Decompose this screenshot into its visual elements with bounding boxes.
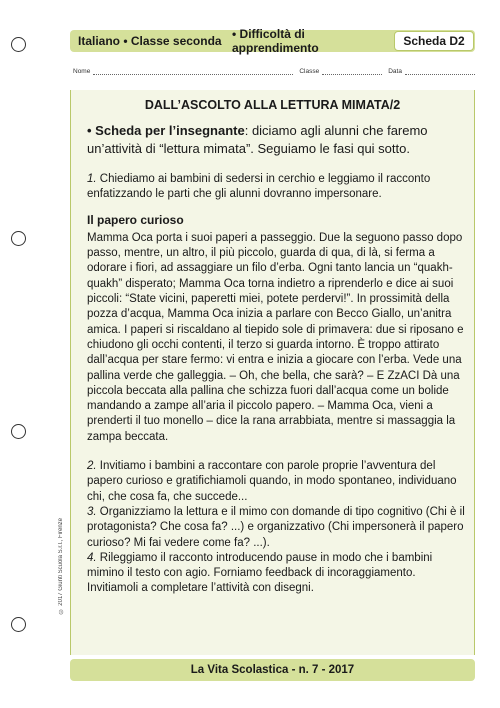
- step-1-text: Chiediamo ai bambini di sedersi in cerchio e leggiamo il racconto enfatizzando le parti che gli alunni dovranno impersonare.: [87, 173, 431, 201]
- name-label: Nome: [73, 68, 91, 75]
- step-4-text: Rileggiamo il racconto introducendo pause in modo che i bambini mimino il testo con agio. Forniamo feedback di incoraggiamento. Invitiamoli a completare l’attività con disegni.: [87, 551, 433, 595]
- step-2-text: Invitiamo i bambini a raccontare con parole proprie l’avventura del papero curioso e gratifichiamoli quando, in modo spontaneo, individuano chi, che cosa fa, che succede...: [87, 460, 457, 503]
- step-2-number: 2.: [87, 460, 97, 473]
- worksheet-body: [87, 122, 469, 597]
- difficulty-label: • Difficoltà di apprendimento: [232, 27, 319, 55]
- class-label: Classe: [299, 68, 320, 75]
- subject-label: Italiano • Classe seconda: [78, 34, 222, 48]
- header-bar: [70, 27, 475, 55]
- teacher-intro: [87, 122, 469, 158]
- binder-hole-3: [11, 424, 26, 439]
- step-3-text: Organizziamo la lettura e il mimo con domande di tipo cognitivo (Chi è il protagonista? Che cosa fa? ...) e organizzativo (Chi impersonerà il papero curioso? Mi fai vedere come fa? ...).: [87, 505, 465, 549]
- story-text: Mamma Oca porta i suoi paperi a passeggio. Due la seguono passo dopo passo, mentre, un altro, il più piccolo, guarda di qua, di là, si ferma a odorare i fiori, ad assaggiare un filo d’erba. Ogni tanto lancia un “quakh-quakh” disperato; Mamma Oca torna indietro a riprenderlo e dice ai suoi piccoli: “State vicini, paperetti miei, potete perdervi!”. In prossimità della pozza d’acqua, Mamma Oca inizia a parlare con Becco Giallo, un’anitra amica. I paperi si riscaldano al tiepido sole di primavera: due si riposano e chiudono gli occhi contenti, il terzo si guarda intorno. È troppo attirato dall’acqua per stare fermo: vi entra e inizia a giocare con l’erba. Vede una pallina verde che galleggia. – Oh, che bella, che sarà? – E ZzACI Dà una piccola beccata alla pallina che schizza fuori dall’acqua come un bolide mandando a zampe all’aria il piccolo papero. – Mamma Oca, vieni a prenderti il tuo monello – dice la rana arrabbiata, mentre si massaggia la zampa beccata.: [87, 231, 464, 443]
- sheet-badge: Scheda D2: [394, 31, 474, 51]
- step-1: [87, 172, 469, 203]
- date-label: Data: [388, 68, 402, 75]
- name-field[interactable]: [93, 68, 293, 75]
- step-3: [87, 505, 469, 551]
- footer-bar: La Vita Scolastica - n. 7 - 2017: [70, 659, 475, 681]
- student-fields: [73, 68, 475, 75]
- copyright-note: © 2017 Giunti Scuola S.r.l., Firenze: [58, 518, 64, 614]
- step-4: [87, 551, 469, 597]
- page-title: DALL’ASCOLTO ALLA LETTURA MIMATA/2: [144, 98, 401, 112]
- binder-hole-1: [11, 37, 26, 52]
- step-1-number: 1.: [87, 173, 97, 185]
- intro-bold: • Scheda per l’insegnante: [87, 123, 245, 138]
- story-title: Il papero curioso: [87, 212, 184, 227]
- step-3-number: 3.: [87, 505, 97, 518]
- class-field[interactable]: [322, 68, 382, 75]
- step-4-number: 4.: [87, 551, 97, 564]
- date-field[interactable]: [405, 68, 475, 75]
- step-2: [87, 459, 469, 505]
- intro-text: : diciamo agli alunni che faremo un’attività di “lettura mimata”. Seguiamo le fasi qui sotto.: [87, 123, 428, 156]
- binder-hole-2: [11, 231, 26, 246]
- binder-hole-4: [11, 617, 26, 632]
